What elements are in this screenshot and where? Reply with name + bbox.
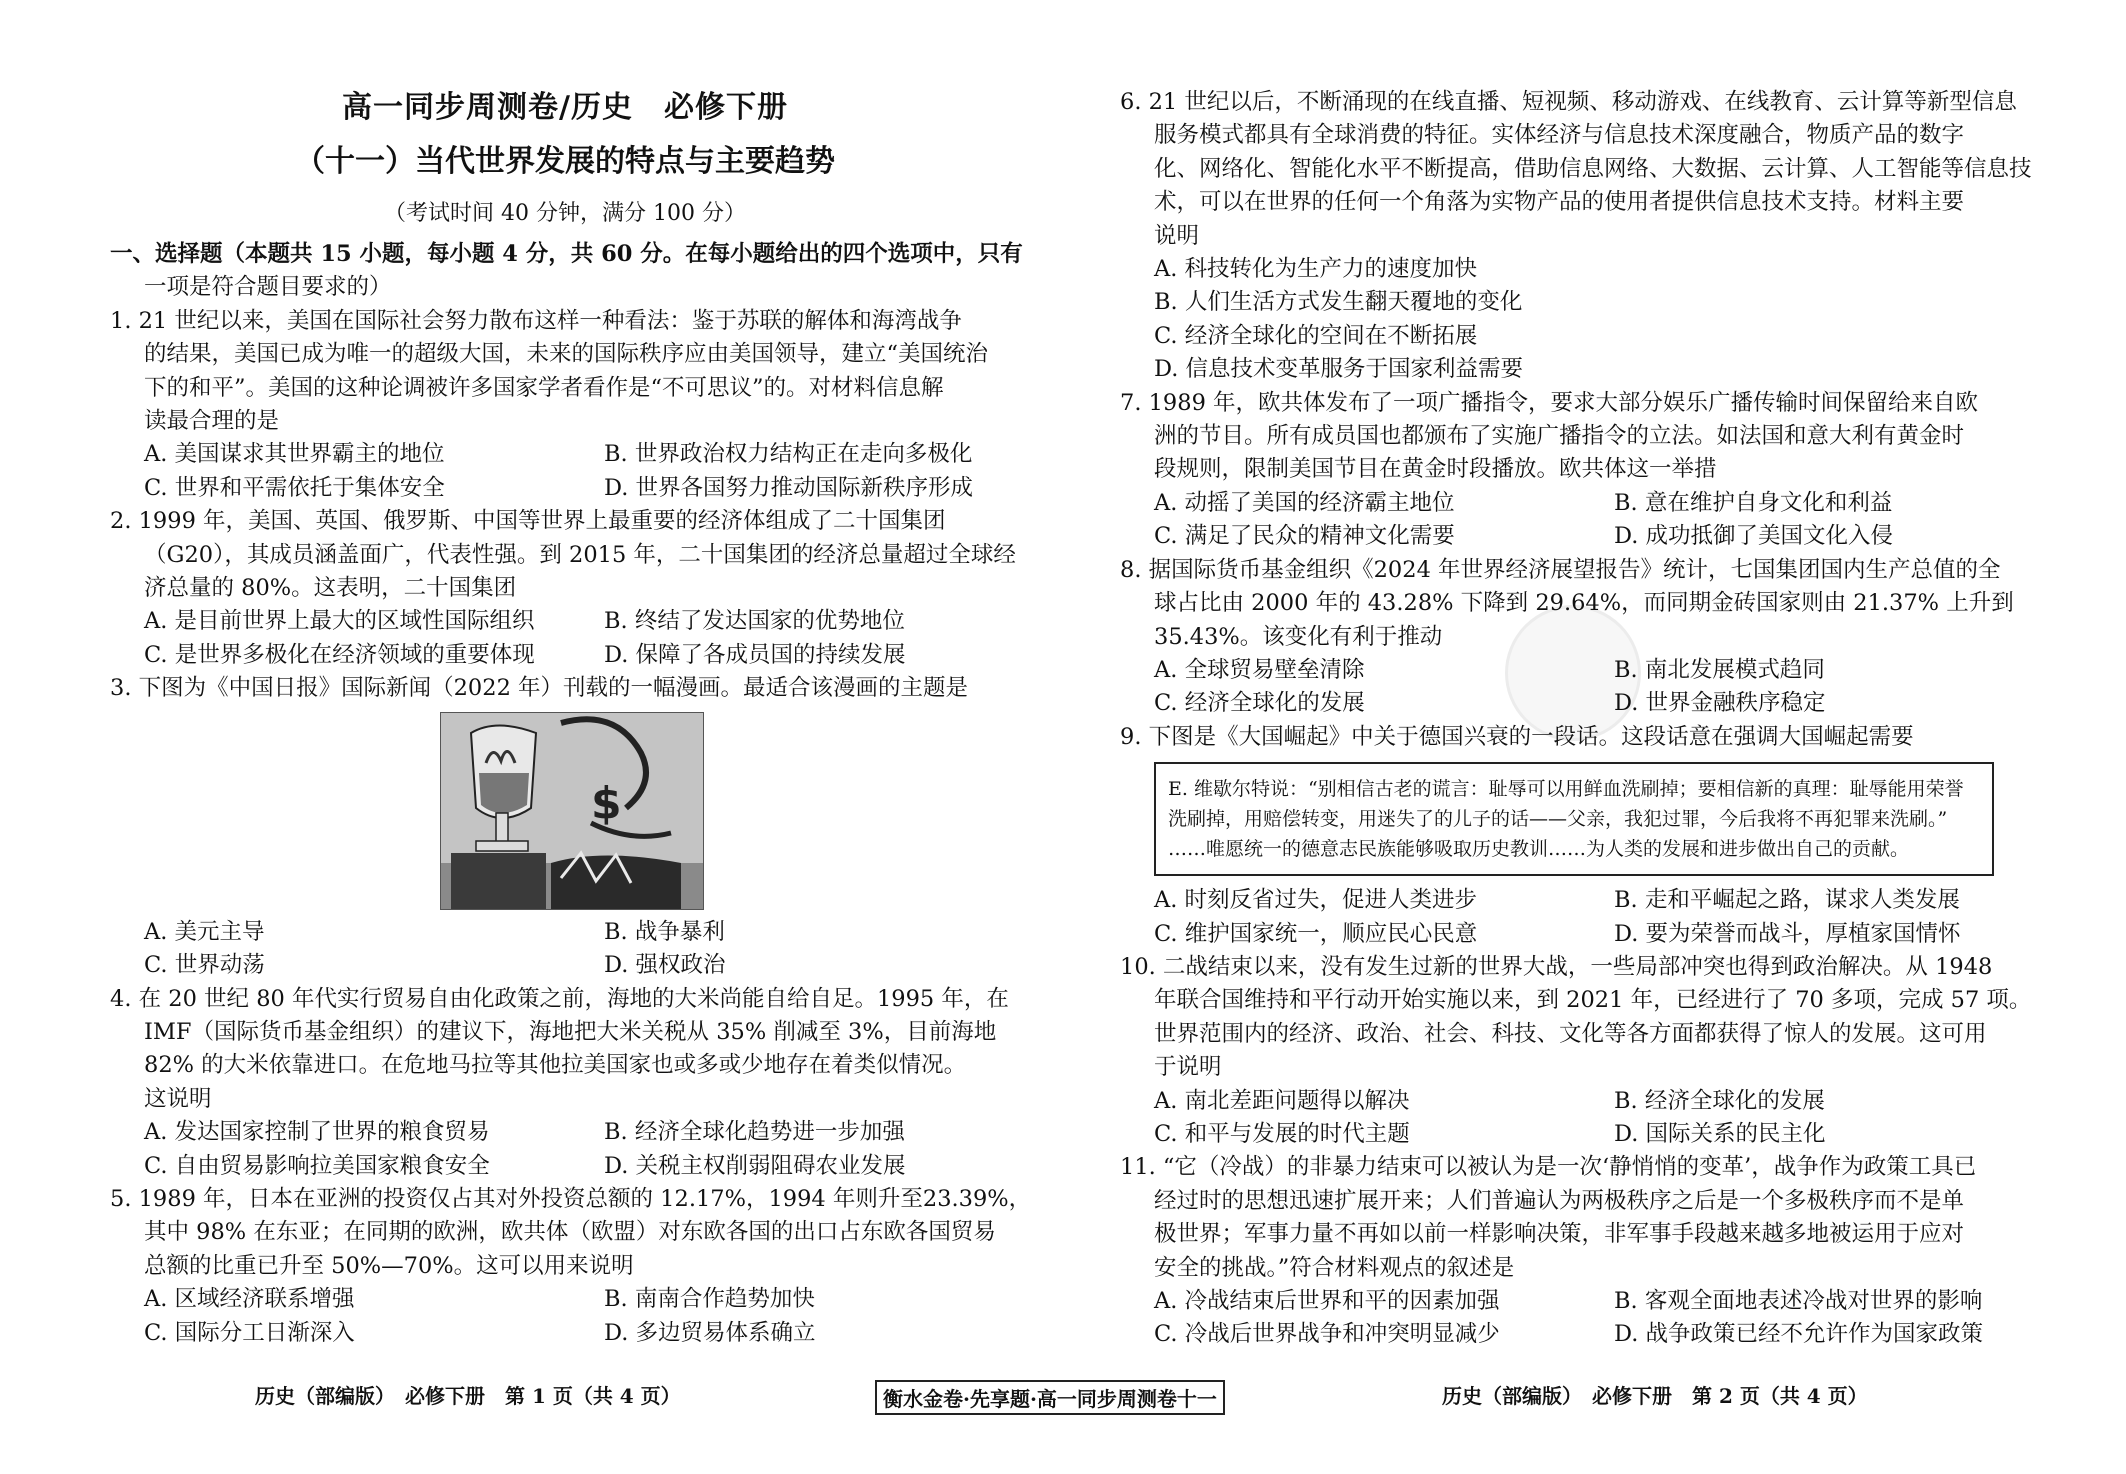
- q7-stem-line: 7. 1989 年，欧共体发布了一项广播指令，要求大部分娱乐广播传输时间保留给来自欧: [1120, 389, 1979, 416]
- q10-option-a: A. 南北差距问题得以解决: [1154, 1087, 1410, 1114]
- footer-series-label: 衡水金卷·先享题·高一同步周测卷十一: [875, 1380, 1225, 1415]
- question-2: [110, 505, 1020, 672]
- q4-option-a: A. 发达国家控制了世界的粮食贸易: [144, 1119, 490, 1146]
- question-6: [1120, 86, 2030, 387]
- q1-stem-line: 下的和平”。美国的这种论调被许多国家学者看作是“不可思议”的。对材料信息解: [144, 374, 944, 401]
- q7-option-b: B. 意在维护自身文化和利益: [1614, 489, 1893, 516]
- question-4: [110, 983, 1020, 1183]
- q8-option-b: B. 南北发展模式趋同: [1614, 656, 1825, 683]
- question-1: [110, 305, 1020, 505]
- q11-stem-line: 安全的挑战。”符合材料观点的叙述是: [1154, 1254, 1515, 1281]
- q5-stem-line: 总额的比重已升至 50%—70%。这可以用来说明: [144, 1252, 634, 1279]
- question-5: [110, 1183, 1032, 1350]
- left-question-flow: [110, 238, 1032, 1350]
- q9-option-a: A. 时刻反省过失，促进人类进步: [1154, 887, 1478, 914]
- q10-stem-line: 10. 二战结束以来，没有发生过新的世界大战，一些局部冲突也得到政治解决。从 1948: [1120, 953, 1993, 980]
- q8-option-d: D. 世界金融秩序稳定: [1614, 690, 1826, 717]
- question-9: [1120, 721, 2030, 951]
- q3-option-a: A. 美元主导: [144, 918, 265, 945]
- q10-stem-line: 年联合国维持和平行动开始实施以来，到 2021 年，已经进行了 70 多项，完成 57 项。: [1154, 987, 2032, 1014]
- q1-option-b: B. 世界政治权力结构正在走向多极化: [604, 441, 973, 468]
- q3-option-c: C. 世界动荡: [144, 952, 265, 979]
- question-7: [1120, 387, 2030, 554]
- q3-stem-line: 3. 下图为《中国日报》国际新闻（2022 年）刊载的一幅漫画。最适合该漫画的主题是: [110, 675, 969, 702]
- q8-stem-line: 35.43%。该变化有利于推动: [1154, 623, 1443, 650]
- q7-option-c: C. 满足了民众的精神文化需要: [1154, 523, 1455, 550]
- q6-stem-line: 服务模式都具有全球消费的特征。实体经济与信息技术深度融合，物质产品的数字: [1154, 122, 1965, 149]
- q9-option-d: D. 要为荣誉而战斗，厚植家国情怀: [1614, 920, 1961, 947]
- q10-option-c: C. 和平与发展的时代主题: [1154, 1120, 1410, 1147]
- q2-stem-line: 2. 1999 年，美国、英国、俄罗斯、中国等世界上最重要的经济体组成了二十国集团: [110, 508, 946, 535]
- footer-page-1: 历史（部编版） 必修下册 第 1 页（共 4 页）: [255, 1384, 681, 1408]
- q11-stem-line: 极世界；军事力量不再如以前一样影响决策，非军事手段越来越多地被运用于应对: [1154, 1221, 1965, 1248]
- cartoon-illustration-icon: [441, 713, 703, 909]
- svg-text:$: $: [591, 777, 622, 829]
- q1-stem-line: 的结果，美国已成为唯一的超级大国，未来的国际秩序应由美国领导，建立“美国统治: [144, 341, 989, 368]
- q7-stem-line: 洲的节目。所有成员国也都颁布了实施广播指令的立法。如法国和意大利有黄金时: [1154, 423, 1965, 450]
- q6-stem-line: 术，可以在世界的任何一个角落为实物产品的使用者提供信息技术支持。材料主要: [1154, 189, 1965, 216]
- exam-title: 高一同步周测卷/历史 必修下册: [342, 90, 788, 125]
- q2-option-a: A. 是目前世界上最大的区域性国际组织: [144, 608, 535, 635]
- right-question-flow: [1120, 86, 2030, 1352]
- quote-line: ……唯愿统一的德意志民族能够吸取历史教训……为人类的发展和进步做出自己的贡献。: [1168, 838, 1910, 861]
- q2-stem-line: （G20），其成员涵盖面广，代表性强。到 2015 年，二十国集团的经济总量超过全球经: [144, 541, 1016, 568]
- q1-option-c: C. 世界和平需依托于集体安全: [144, 474, 445, 501]
- political-cartoon-image: [440, 712, 704, 910]
- q2-option-d: D. 保障了各成员国的持续发展: [604, 641, 906, 668]
- q4-stem-line: 这说明: [144, 1085, 212, 1112]
- q6-stem-line: 说明: [1154, 222, 1200, 249]
- q5-stem-line: 其中 98% 在东亚；在同期的欧洲，欧共体（欧盟）对东欧各国的出口占东欧各国贸易: [144, 1219, 996, 1246]
- quote-box: [1154, 762, 1994, 876]
- q7-option-d: D. 成功抵御了美国文化入侵: [1614, 523, 1894, 550]
- question-8: [1120, 554, 2030, 721]
- q4-stem-line: 82% 的大米依靠进口。在危地马拉等其他拉美国家也或多或少地存在着类似情况。: [144, 1052, 967, 1079]
- q11-option-c: C. 冷战后世界战争和冲突明显减少: [1154, 1321, 1500, 1348]
- q1-stem-line: 1. 21 世纪以来，美国在国际社会努力散布这样一种看法：鉴于苏联的解体和海湾战争: [110, 307, 962, 334]
- q6-option-d: D. 信息技术变革服务于国家利益需要: [1154, 356, 1524, 383]
- quote-line: 洗刷掉，用赔偿转变，用迷失了的儿子的话——父亲，我犯过罪，今后我将不再犯罪来洗刷。”: [1168, 808, 1948, 831]
- q4-stem-line: 4. 在 20 世纪 80 年代实行贸易自由化政策之前，海地的大米尚能自给自足。1995 年，在: [110, 985, 1009, 1012]
- footer-page-2: 历史（部编版） 必修下册 第 2 页（共 4 页）: [1442, 1384, 1868, 1408]
- q4-option-d: D. 关税主权削弱阻碍农业发展: [604, 1152, 906, 1179]
- q7-stem-line: 段规则，限制美国节目在黄金时段播放。欧共体这一举措: [1154, 456, 1717, 483]
- q9-option-c: C. 维护国家统一，顺应民心民意: [1154, 920, 1478, 947]
- right-column: [1120, 0, 2030, 1474]
- q6-option-b: B. 人们生活方式发生翻天覆地的变化: [1154, 289, 1523, 316]
- left-column: [110, 0, 1032, 1474]
- q6-option-c: C. 经济全球化的空间在不断拓展: [1154, 322, 1478, 349]
- q11-option-d: D. 战争政策已经不允许作为国家政策: [1614, 1321, 1984, 1348]
- q10-stem-line: 世界范围内的经济、政治、社会、科技、文化等各方面都获得了惊人的发展。这可用: [1154, 1020, 1987, 1047]
- q5-option-b: B. 南南合作趋势加快: [604, 1286, 815, 1313]
- q1-option-d: D. 世界各国努力推动国际新秩序形成: [604, 474, 974, 501]
- q4-stem-line: IMF（国际货币基金组织）的建议下，海地把大米关税从 35% 削减至 3%，目前海地: [144, 1018, 997, 1045]
- q5-option-c: C. 国际分工日渐深入: [144, 1319, 355, 1346]
- q5-option-a: A. 区域经济联系增强: [144, 1286, 355, 1313]
- q11-option-a: A. 冷战结束后世界和平的因素加强: [1154, 1288, 1500, 1314]
- q2-option-b: B. 终结了发达国家的优势地位: [604, 608, 905, 635]
- q3-option-d: D. 强权政治: [604, 952, 726, 979]
- q1-stem-line: 读最合理的是: [144, 408, 280, 435]
- q8-stem-line: 球占比由 2000 年的 43.28% 下降到 29.64%，而同期金砖国家则由 21.37% 上升到: [1154, 590, 2014, 617]
- section-heading: 一、选择题（本题共 15 小题，每小题 4 分，共 60 分。在每小题给出的四个选项中，只有: [110, 241, 1023, 267]
- q5-stem-line: 5. 1989 年，日本在亚洲的投资仅占其对外投资总额的 12.17%，1994 年则升至23.39%，: [110, 1185, 1032, 1212]
- q4-option-c: C. 自由贸易影响拉美国家粮食安全: [144, 1152, 490, 1179]
- q9-option-b: B. 走和平崛起之路，谋求人类发展: [1614, 887, 1960, 914]
- question-3: [110, 672, 1020, 982]
- q11-stem-line: 11. “它（冷战）的非暴力结束可以被认为是一次‘静悄悄的变革’，战争作为政策工具已: [1120, 1154, 1977, 1181]
- quote-line: E. 维歇尔特说：“别相信古老的谎言：耻辱可以用鲜血洗刷掉；要相信新的真理：耻辱能用荣誉: [1168, 778, 1964, 801]
- exam-subtitle: （十一）当代世界发展的特点与主要趋势: [295, 144, 835, 179]
- q8-option-c: C. 经济全球化的发展: [1154, 690, 1365, 717]
- q4-option-b: B. 经济全球化趋势进一步加强: [604, 1119, 905, 1146]
- q6-stem-line: 化、网络化、智能化水平不断提高，借助信息网络、大数据、云计算、人工智能等信息技: [1154, 155, 2032, 182]
- q5-option-d: D. 多边贸易体系确立: [604, 1319, 816, 1346]
- q9-stem-line: 9. 下图是《大国崛起》中关于德国兴衰的一段话。这段话意在强调大国崛起需要: [1120, 723, 1914, 750]
- section-heading-cont: 一项是符合题目要求的）: [144, 274, 392, 301]
- q11-stem-line: 经过时的思想迅速扩展开来；人们普遍认为两极秩序之后是一个多极秩序而不是单: [1154, 1187, 1965, 1214]
- q3-option-b: B. 战争暴利: [604, 918, 725, 945]
- q7-option-a: A. 动摇了美国的经济霸主地位: [1154, 489, 1455, 516]
- q2-option-c: C. 是世界多极化在经济领域的重要体现: [144, 641, 535, 668]
- question-11: [1120, 1151, 2030, 1351]
- question-10: [1120, 951, 2030, 1151]
- q6-option-a: A. 科技转化为生产力的速度加快: [1154, 256, 1478, 283]
- q11-option-b: B. 客观全面地表述冷战对世界的影响: [1614, 1288, 1983, 1314]
- q8-stem-line: 8. 据国际货币基金组织《2024 年世界经济展望报告》统计，七国集团国内生产总值的全: [1120, 556, 2001, 583]
- q2-stem-line: 济总量的 80%。这表明，二十国集团: [144, 575, 517, 602]
- q6-stem-line: 6. 21 世纪以后，不断涌现的在线直播、短视频、移动游戏、在线教育、云计算等新型信息: [1120, 89, 2017, 115]
- q8-option-a: A. 全球贸易壁垒清除: [1154, 656, 1365, 683]
- q10-option-d: D. 国际关系的民主化: [1614, 1120, 1826, 1147]
- q10-stem-line: 于说明: [1154, 1054, 1222, 1081]
- q10-option-b: B. 经济全球化的发展: [1614, 1087, 1825, 1114]
- exam-info: （考试时间 40 分钟，满分 100 分）: [384, 201, 746, 226]
- q1-option-a: A. 美国谋求其世界霸主的地位: [144, 441, 445, 468]
